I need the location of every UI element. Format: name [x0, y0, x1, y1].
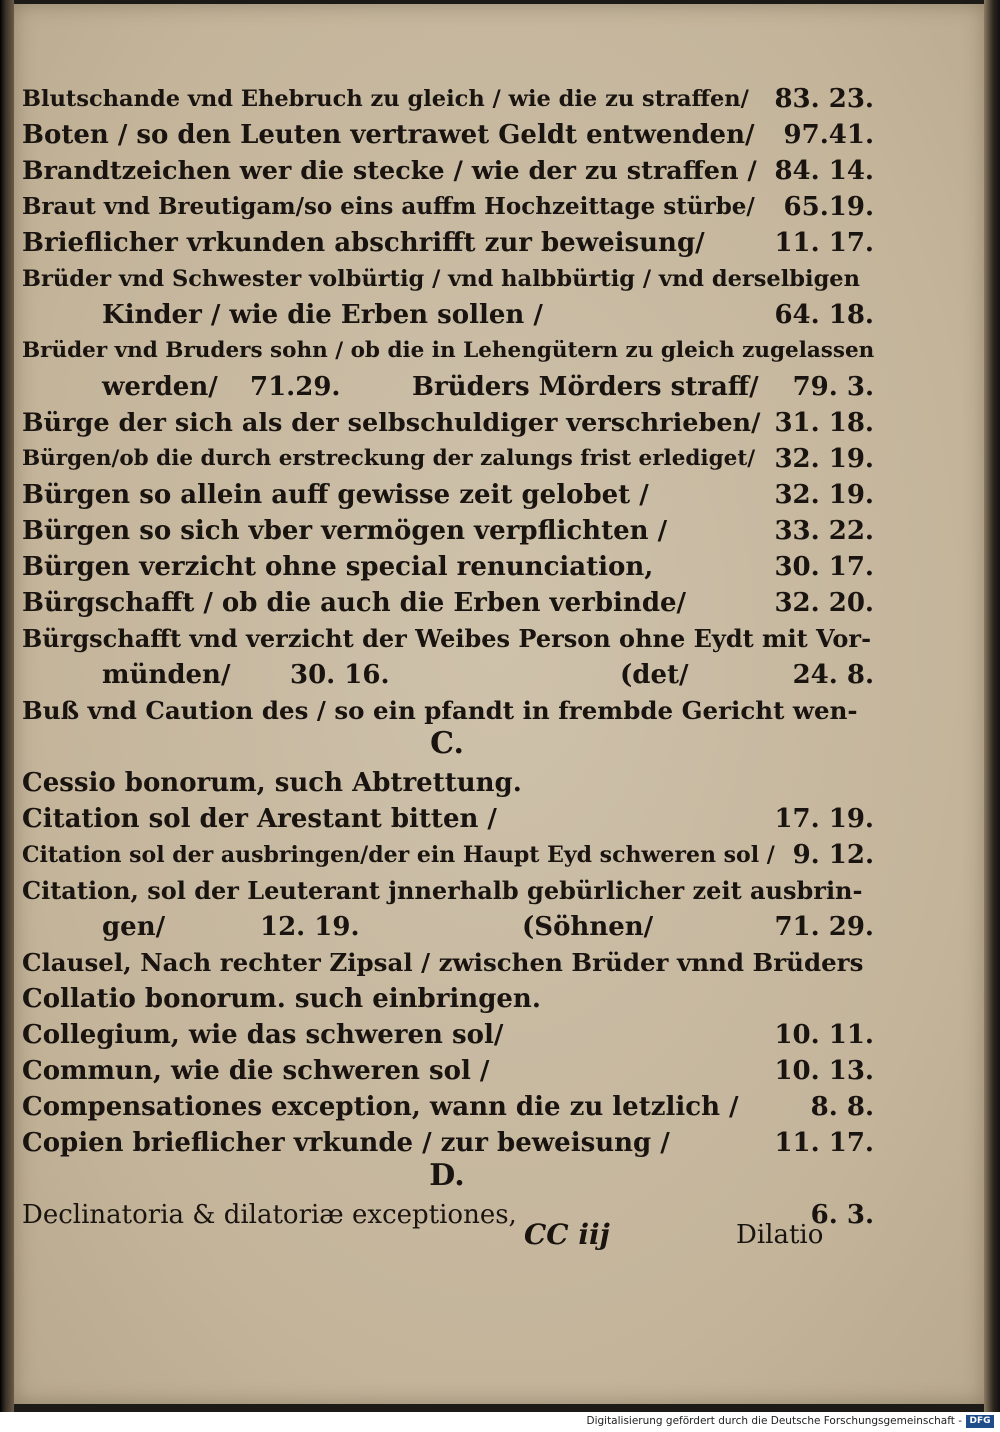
index-entry [22, 442, 874, 476]
entry-ref: 32. 20. [774, 588, 874, 618]
footer-bar [0, 1412, 1000, 1432]
index-entry [22, 262, 874, 296]
entry-text: Bürgen/ob die durch erstreckung der zalungs frist erlediget/ [22, 446, 756, 471]
index-entry [22, 802, 874, 836]
entry-ref: 17. 19. [774, 804, 874, 834]
entry-text: Bürge der sich als der selbschuldiger verschrieben/ [22, 408, 761, 438]
entry-text: Brieflicher vrkunden abschrifft zur beweisung/ [22, 228, 705, 258]
entry-text: Clausel, Nach rechter Zipsal / zwischen Brüder vnnd Brüders [22, 948, 864, 977]
entry-text: Brüder vnd Bruders sohn / ob die in Lehengütern zu gleich zugelassen [22, 338, 875, 363]
entry-ref: 8. 8. [810, 1092, 874, 1122]
entry-mid-ref: 30. 16. [290, 660, 390, 690]
page-edge [984, 0, 1000, 1412]
entry-text: Blutschande vnd Ehebruch zu gleich / wie die zu straffen/ [22, 86, 749, 112]
entry-text: Brüder vnd Schwester volbürtig / vnd halbbürtig / vnd derselbigen [22, 266, 860, 292]
entry-ref: 97.41. [783, 120, 874, 150]
index-entry [22, 766, 874, 800]
index-entry [22, 226, 874, 260]
index-entry [22, 874, 874, 908]
entry-text: Commun, wie die schweren sol / [22, 1056, 490, 1086]
entry-text: werden/ [102, 372, 218, 402]
entry-ref: 9. 12. [792, 840, 874, 870]
entry-mid-ref: 12. 19. [260, 912, 360, 942]
entry-ref: 11. 17. [774, 228, 874, 258]
entry-text: Collatio bonorum. such einbringen. [22, 984, 541, 1014]
catchword: Dilatio [736, 1220, 824, 1250]
entry-mid-text: (Söhnen/ [522, 912, 654, 942]
entry-text: Bürgen verzicht ohne special renunciation, [22, 552, 654, 582]
entry-ref: 31. 18. [774, 408, 874, 438]
entry-mid-ref: 71.29. [250, 372, 341, 402]
entry-ref: 83. 23. [774, 84, 874, 114]
entry-mid-text: Brüders Mörders straff/ [412, 372, 759, 402]
entry-text: Collegium, wie das schweren sol/ [22, 1020, 504, 1050]
index-entry [22, 1054, 874, 1088]
entry-ref: 24. 8. [792, 660, 874, 690]
index-entry [22, 1018, 874, 1052]
entry-text: Copien brieflicher vrkunde / zur beweisung / [22, 1128, 670, 1158]
dfg-logo: DFG [966, 1415, 994, 1428]
entry-text: münden/ [102, 660, 231, 690]
index-entry [22, 622, 874, 656]
index-entry-continuation [22, 370, 874, 404]
index-entry [22, 838, 874, 872]
footer-credit: Digitalisierung gefördert durch die Deutsche Forschungsgemeinschaft - [586, 1415, 962, 1427]
section-letter-c: C. [430, 726, 464, 761]
entry-text: Bürgen so allein auff gewisse zeit gelobet / [22, 480, 649, 510]
entry-text: Kinder / wie die Erben sollen / [102, 300, 543, 330]
entry-text: Citation sol der Arestant bitten / [22, 804, 497, 834]
index-entry-continuation [22, 298, 874, 332]
entry-text: Bürgen so sich vber vermögen verpflichten / [22, 516, 668, 546]
entry-text: Citation, sol der Leuterant jnnerhalb gebürlicher zeit ausbrin- [22, 876, 863, 905]
index-entry [22, 982, 874, 1016]
entry-ref: 32. 19. [774, 480, 874, 510]
entry-text: Citation sol der ausbringen/der ein Haupt Eyd schweren sol / [22, 842, 775, 868]
index-entry [22, 586, 874, 620]
index-entry [22, 1090, 874, 1124]
entry-text: Buß vnd Caution des / so ein pfandt in frembde Gericht wen- [22, 696, 858, 725]
index-entry [22, 82, 874, 116]
entry-ref: 65.19. [783, 192, 874, 222]
index-entry [22, 1126, 874, 1160]
entry-ref: 11. 17. [774, 1128, 874, 1158]
entry-ref: 6. 3. [810, 1200, 874, 1230]
entry-ref: 33. 22. [774, 516, 874, 546]
index-entry [22, 118, 874, 152]
entry-ref: 84. 14. [774, 156, 874, 186]
index-entry [22, 694, 874, 728]
entry-ref: 30. 17. [774, 552, 874, 582]
index-entry [22, 514, 874, 548]
entry-ref: 71. 29. [774, 912, 874, 942]
binding-edge [0, 0, 14, 1412]
index-entry [22, 550, 874, 584]
index-entry [22, 190, 874, 224]
entry-text: Brandtzeichen wer die stecke / wie der zu straffen / [22, 156, 757, 186]
entry-text: Bürgschafft / ob die auch die Erben verbinde/ [22, 588, 687, 618]
entry-text: Cessio bonorum, such Abtrettung. [22, 768, 522, 798]
entry-text: Braut vnd Breutigam/so eins auffm Hochzeittage stürbe/ [22, 193, 755, 220]
entry-ref: 64. 18. [774, 300, 874, 330]
entry-ref: 32. 19. [774, 444, 874, 474]
index-entry [22, 406, 874, 440]
index-entry [22, 154, 874, 188]
index-entry [22, 946, 874, 980]
entry-text: gen/ [102, 912, 166, 942]
index-entry [22, 334, 874, 368]
section-letter-d: D. [429, 1158, 465, 1193]
entry-text: Boten / so den Leuten vertrawet Geldt entwenden/ [22, 120, 755, 150]
entry-mid-text: (det/ [620, 660, 689, 690]
index-entry-continuation [22, 658, 874, 692]
index-entry-continuation [22, 910, 874, 944]
entry-ref: 79. 3. [792, 372, 874, 402]
signature-mark: CC iij [524, 1218, 610, 1251]
entry-ref: 10. 11. [774, 1020, 874, 1050]
index-entry [22, 478, 874, 512]
entry-ref: 10. 13. [774, 1056, 874, 1086]
entry-text: Declinatoria & dilatoriæ exceptiones, [22, 1200, 517, 1230]
entry-text: Bürgschafft vnd verzicht der Weibes Person ohne Eydt mit Vor- [22, 624, 872, 653]
entry-text: Compensationes exception, wann die zu letzlich / [22, 1092, 739, 1122]
